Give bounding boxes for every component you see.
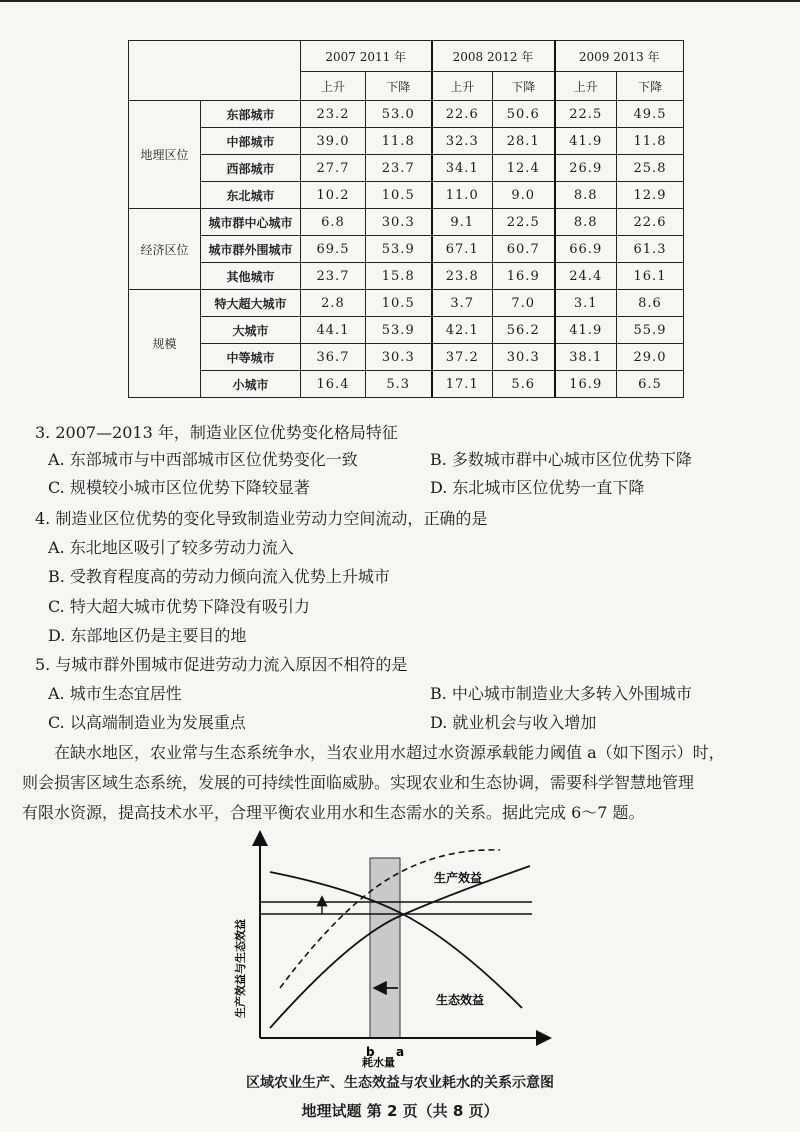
table-cell: 5.6	[493, 371, 555, 398]
table-cell: 50.6	[493, 101, 555, 128]
q3-stem: 3. 2007—2013 年，制造业区位优势变化格局特征	[35, 423, 398, 442]
table-cell: 27.7	[301, 155, 366, 182]
table-cell: 8.6	[617, 290, 684, 317]
table-cell: 67.1	[432, 236, 493, 263]
figure-caption: 区域农业生产、生态效益与农业耗水的关系示意图	[246, 1075, 554, 1091]
table-cell: 34.1	[432, 155, 493, 182]
table-cell: 42.1	[432, 317, 493, 344]
table-cell: 12.4	[493, 155, 555, 182]
table-cell: 11.8	[366, 128, 432, 155]
city-type-label: 东部城市	[201, 101, 301, 128]
table-cell: 36.7	[301, 344, 366, 371]
city-type-label: 小城市	[201, 371, 301, 398]
table-cell: 11.0	[432, 182, 493, 209]
table-cell: 53.9	[366, 317, 432, 344]
table-cell: 10.5	[366, 182, 432, 209]
city-type-label: 城市群中心城市	[201, 209, 301, 236]
table-cell: 22.6	[432, 101, 493, 128]
city-type-label: 其他城市	[201, 263, 301, 290]
period-header: 2008 2012 年	[432, 41, 555, 72]
group-label: 地理区位	[129, 101, 201, 209]
table-cell: 61.3	[617, 236, 684, 263]
table-cell: 28.1	[493, 128, 555, 155]
table-cell: 23.8	[432, 263, 493, 290]
table-cell: 29.0	[617, 344, 684, 371]
trend-up-header: 上升	[432, 72, 493, 101]
q5-option-b[interactable]: B. 中心城市制造业大多转入外围城市	[430, 684, 692, 703]
table-cell: 30.3	[493, 344, 555, 371]
city-type-label: 东北城市	[201, 182, 301, 209]
table-cell: 3.1	[555, 290, 617, 317]
city-type-label: 城市群外围城市	[201, 236, 301, 263]
table-row	[129, 128, 684, 155]
table-cell: 3.7	[432, 290, 493, 317]
table-cell: 9.0	[493, 182, 555, 209]
table-cell: 16.1	[617, 263, 684, 290]
passage-line-2: 则会损害区域生态系统，发展的可持续性面临威胁。实现农业和生态协调，需要科学智慧地管理	[22, 773, 695, 792]
table-cell: 6.8	[301, 209, 366, 236]
table-cell: 44.1	[301, 317, 366, 344]
q4-option-c[interactable]: C. 特大超大城市优势下降没有吸引力	[48, 597, 310, 616]
table-cell: 41.9	[555, 317, 617, 344]
page-footer: 地理试题 第 2 页（共 8 页）	[301, 1102, 499, 1120]
table-row	[129, 182, 684, 209]
table-cell: 38.1	[555, 344, 617, 371]
table-row	[129, 155, 684, 182]
table-cell: 10.2	[301, 182, 366, 209]
table-cell: 25.8	[617, 155, 684, 182]
table-cell: 30.3	[366, 209, 432, 236]
table-cell: 11.8	[617, 128, 684, 155]
table-cell: 30.3	[366, 344, 432, 371]
water-band-b-a	[370, 858, 400, 1038]
trend-down-header: 下降	[493, 72, 555, 101]
table-cell: 2.8	[301, 290, 366, 317]
table-cell: 32.3	[432, 128, 493, 155]
water-benefit-diagram	[210, 828, 570, 1068]
q3-option-c[interactable]: C. 规模较小城市区位优势下降较显著	[48, 478, 310, 497]
b-label: b	[366, 1045, 375, 1059]
table-cell: 26.9	[555, 155, 617, 182]
q4-option-b[interactable]: B. 受教育程度高的劳动力倾向流入优势上升城市	[48, 567, 390, 586]
passage-line-3: 有限水资源，提高技术水平，合理平衡农业用水和生态需水的关系。据此完成 6～7 题。	[22, 803, 645, 822]
table-cell: 23.2	[301, 101, 366, 128]
table-cell: 12.9	[617, 182, 684, 209]
table-row	[129, 263, 684, 290]
table-cell: 15.8	[366, 263, 432, 290]
table-row	[129, 236, 684, 263]
table-cell: 8.8	[555, 209, 617, 236]
table-row	[129, 101, 684, 128]
q3-option-a[interactable]: A. 东部城市与中西部城市区位优势变化一致	[48, 450, 358, 469]
q5-option-d[interactable]: D. 就业机会与收入增加	[430, 713, 597, 732]
table-cell: 16.9	[555, 371, 617, 398]
table-cell: 22.5	[493, 209, 555, 236]
table-cell: 53.0	[366, 101, 432, 128]
table-cell: 39.0	[301, 128, 366, 155]
table-cell: 22.6	[617, 209, 684, 236]
trend-up-header: 上升	[555, 72, 617, 101]
q3-option-d[interactable]: D. 东北城市区位优势一直下降	[430, 478, 645, 497]
table-cell: 55.9	[617, 317, 684, 344]
table-row	[129, 344, 684, 371]
table-cell: 49.5	[617, 101, 684, 128]
table-cell: 69.5	[301, 236, 366, 263]
table-cell: 23.7	[301, 263, 366, 290]
passage	[22, 738, 782, 828]
y-axis-label: 生产效益与生态效益	[234, 919, 247, 1018]
table-cell: 8.8	[555, 182, 617, 209]
q5-option-c[interactable]: C. 以高端制造业为发展重点	[48, 713, 246, 732]
period-header: 2007 2011 年	[301, 41, 432, 72]
table-cell: 23.7	[366, 155, 432, 182]
table-cell: 17.1	[432, 371, 493, 398]
data-table	[128, 40, 684, 398]
passage-line-1: 在缺水地区，农业常与生态系统争水，当农业用水超过水资源承载能力阈值 a（如下图示）时，	[54, 743, 725, 762]
q4-option-a[interactable]: A. 东北地区吸引了较多劳动力流入	[48, 538, 294, 557]
city-type-label: 大城市	[201, 317, 301, 344]
table-header-row-periods	[129, 41, 684, 72]
table-row	[129, 371, 684, 398]
table-cell: 5.3	[366, 371, 432, 398]
table-row	[129, 290, 684, 317]
group-label: 经济区位	[129, 209, 201, 290]
q3-option-b[interactable]: B. 多数城市群中心城市区位优势下降	[430, 450, 692, 469]
q5-option-a[interactable]: A. 城市生态宜居性	[48, 684, 182, 703]
table-cell: 9.1	[432, 209, 493, 236]
table-row	[129, 317, 684, 344]
production-benefit-label: 生产效益	[434, 871, 483, 885]
table-cell: 16.4	[301, 371, 366, 398]
trend-up-header: 上升	[301, 72, 366, 101]
city-type-label: 西部城市	[201, 155, 301, 182]
table-cell: 56.2	[493, 317, 555, 344]
table-cell: 24.4	[555, 263, 617, 290]
trend-down-header: 下降	[617, 72, 684, 101]
q5-stem: 5. 与城市群外围城市促进劳动力流入原因不相符的是	[35, 655, 408, 674]
q4-stem: 4. 制造业区位优势的变化导致制造业劳动力空间流动，正确的是	[35, 509, 488, 528]
city-type-label: 中部城市	[201, 128, 301, 155]
trend-down-header: 下降	[366, 72, 432, 101]
a-label: a	[396, 1045, 405, 1059]
city-type-label: 中等城市	[201, 344, 301, 371]
x-axis-label: 耗水量	[362, 1056, 395, 1068]
q4-option-d[interactable]: D. 东部地区仍是主要目的地	[48, 626, 247, 645]
group-label: 规模	[129, 290, 201, 398]
table-row	[129, 209, 684, 236]
table-cell: 16.9	[493, 263, 555, 290]
table-cell: 37.2	[432, 344, 493, 371]
table-cell: 22.5	[555, 101, 617, 128]
ecology-benefit-label: 生态效益	[436, 993, 485, 1007]
table-cell: 6.5	[617, 371, 684, 398]
table-cell: 53.9	[366, 236, 432, 263]
table-cell: 41.9	[555, 128, 617, 155]
table-cell: 7.0	[493, 290, 555, 317]
table-cell: 66.9	[555, 236, 617, 263]
table-cell: 60.7	[493, 236, 555, 263]
period-header: 2009 2013 年	[555, 41, 684, 72]
city-type-label: 特大超大城市	[201, 290, 301, 317]
table-cell: 10.5	[366, 290, 432, 317]
table-corner	[129, 41, 301, 101]
top-rule	[0, 0, 800, 2]
